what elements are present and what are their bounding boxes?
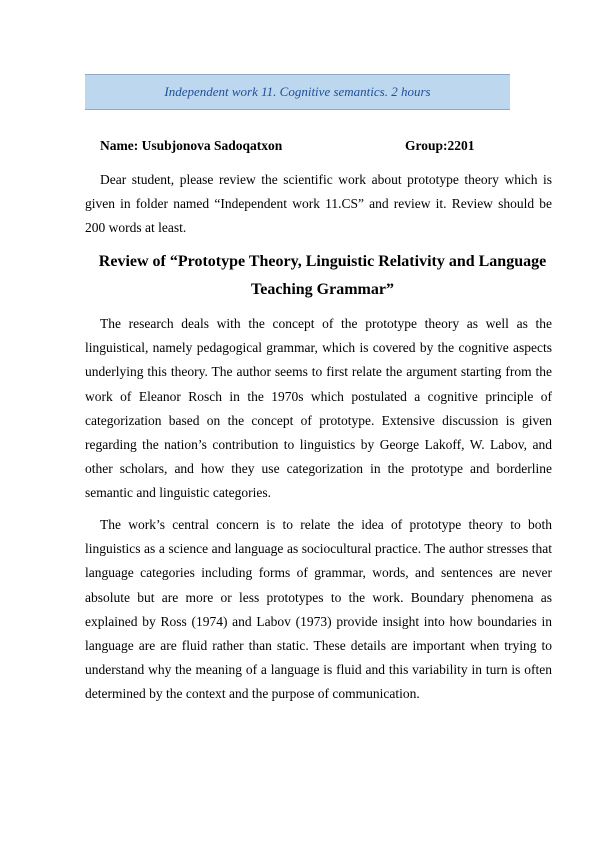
- review-paragraph-2: The work’s central concern is to relate the idea of prototype theory to both linguistics as a science and language as sociocultural practice. The author stresses that language categories including forms of grammar, words, and sentences are never absolute but are more or less prototypes to the work. Boundary phenomena as explained by Ross (1974) and Labov (1973) provide insight into how boundaries in language are are fluid rather than static. These details are important when trying to understand why the meaning of a language is fluid and this variability in turn is often determined by the context and the purpose of communication.: [85, 517, 552, 702]
- assignment-header-text: Independent work 11. Cognitive semantics. 2 hours: [164, 84, 431, 99]
- assignment-header-banner: [85, 74, 510, 110]
- instructions-paragraph: Dear student, please review the scientific work about prototype theory which is given in folder named “Independent work 11.CS” and review it. Review should be 200 words at least.: [85, 172, 552, 236]
- review-title: Review of “Prototype Theory, Linguistic Relativity and Language Teaching Grammar”: [98, 253, 547, 298]
- review-paragraph-1: The research deals with the concept of the prototype theory as well as the linguistical, namely pedagogical grammar, which is covered by the cognitive aspects underlying this theory. The author seems to first relate the argument starting from the work of Eleanor Rosch in the 1970s which postulated a cognitive principle of categorization based on the concept of prototype. Extensive discussion is given regarding the nation’s contribution to linguistics by George Lakoff, W. Labov, and other scholars, and how they use categorization in the prototype and borderline semantic and linguistic categories.: [85, 316, 552, 501]
- student-group: Group:2201: [405, 138, 475, 153]
- student-name: Name: Usubjonova Sadoqatxon: [100, 138, 283, 153]
